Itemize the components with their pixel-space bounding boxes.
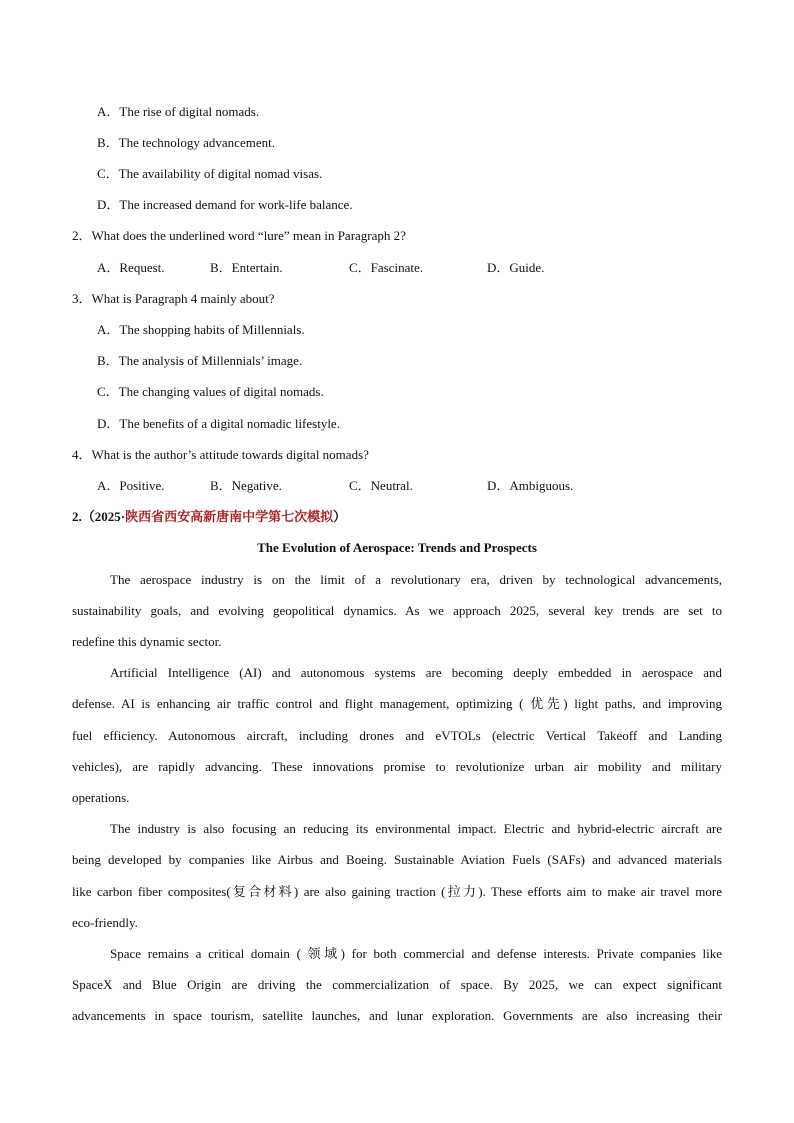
source-number: 2.（2025· (72, 509, 126, 524)
paragraph-3-line-1: The industry is also focusing an reducing its environmental impact. Electric and hybrid-electric aircraft are (110, 821, 722, 836)
paragraph-4-line-1: Space remains a critical domain ( 领域) for both commercial and defense interests. Private companies like (110, 946, 722, 961)
q4-option-b: B．Negative. (210, 478, 282, 493)
q2-option-c: C．Fascinate. (349, 260, 424, 275)
q3-stem: 3．What is Paragraph 4 mainly about? (72, 291, 275, 306)
article-title: The Evolution of Aerospace: Trends and Prospects (257, 540, 537, 555)
q4-option-c: C．Neutral. (349, 478, 413, 493)
source-name: 陕西省西安高新唐南中学第七次模拟 (125, 509, 334, 524)
q1-option-d: D．The increased demand for work-life balance. (97, 197, 353, 212)
q3-option-b: B．The analysis of Millennials’ image. (97, 353, 303, 368)
q3-option-d: D．The benefits of a digital nomadic lifestyle. (97, 416, 340, 431)
paragraph-2-line-4: vehicles), are rapidly advancing. These innovations promise to revolutionize urban air mobility and military (72, 759, 722, 774)
q4-option-a: A．Positive. (97, 478, 165, 493)
q2-option-d: D．Guide. (487, 260, 545, 275)
paragraph-2-line-5: operations. (72, 790, 130, 805)
passage-source (72, 509, 346, 525)
q2-option-b: B．Entertain. (210, 260, 283, 275)
q4-stem: 4．What is the author’s attitude towards digital nomads? (72, 447, 369, 462)
paragraph-3-line-3: like carbon fiber composites(复合材料) are also gaining traction (拉力). These efforts aim to make air travel more (72, 884, 722, 899)
paragraph-4-line-3: advancements in space tourism, satellite launches, and lunar exploration. Governments are also increasing their (72, 1008, 722, 1023)
q1-option-b: B．The technology advancement. (97, 135, 275, 150)
paragraph-2-line-3: fuel efficiency. Autonomous aircraft, including drones and eVTOLs (electric Vertical Takeoff and Landing (72, 728, 722, 743)
paragraph-4-line-2: SpaceX and Blue Origin are driving the commercialization of space. By 2025, we can expect significant (72, 977, 722, 992)
q3-option-a: A．The shopping habits of Millennials. (97, 322, 305, 337)
paragraph-1-line-1: The aerospace industry is on the limit of a revolutionary era, driven by technological advancements, (110, 572, 722, 587)
q2-stem: 2．What does the underlined word “lure” mean in Paragraph 2? (72, 228, 406, 243)
paragraph-2-line-1: Artificial Intelligence (AI) and autonomous systems are becoming deeply embedded in aerospace and (110, 665, 722, 680)
source-close: ） (333, 509, 347, 524)
q1-option-c: C．The availability of digital nomad visas. (97, 166, 323, 181)
q4-option-d: D．Ambiguous. (487, 478, 574, 493)
paragraph-1-line-2: sustainability goals, and evolving geopolitical dynamics. As we approach 2025, several key trends are set to (72, 603, 722, 618)
paragraph-3-line-4: eco-friendly. (72, 915, 138, 930)
q1-option-a: A．The rise of digital nomads. (97, 104, 260, 119)
paragraph-3-line-2: being developed by companies like Airbus and Boeing. Sustainable Aviation Fuels (SAFs) and advanced materials (72, 852, 722, 867)
q2-option-a: A．Request. (97, 260, 165, 275)
q3-option-c: C．The changing values of digital nomads. (97, 384, 324, 399)
paragraph-1-line-3: redefine this dynamic sector. (72, 634, 222, 649)
paragraph-2-line-2: defense. AI is enhancing air traffic control and flight management, optimizing ( 优先) light paths, and improving (72, 696, 722, 711)
